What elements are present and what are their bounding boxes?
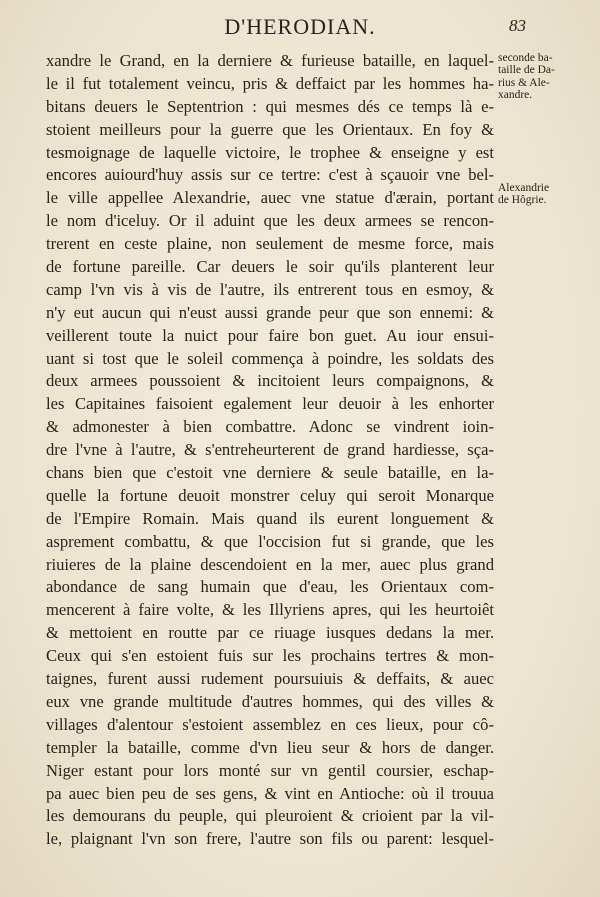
text-line: le il fut totalement veincu, pris & deffaict par les hommes ha- [46, 73, 494, 93]
text-line: dre l'vne à l'autre, & s'entreheurterent de grand hardiesse, sça- [46, 440, 494, 460]
margin-note-line: xandre. [498, 89, 533, 102]
text-line: quelle la fortune deuoit monstrer celuy qui seroit Monarque [46, 485, 494, 505]
text-line: camp l'vn vis à vis de l'autre, ils entrerent tous en esmoy, & [46, 279, 494, 299]
text-line: uant si tost que le soleil commença à poindre, les soldats des [46, 348, 494, 368]
text-line: deux armees poussoient & incitoient leurs compaignons, & [46, 371, 494, 391]
text-line: le ville appellee Alexandrie, auec vne statue d'ærain, portant [46, 188, 494, 208]
text-line: veillerent toute la nuict pour faire bon guet. Au iour ensui- [46, 325, 494, 345]
text-line: trerent en ceste plaine, non seulement de mesme force, mais [46, 234, 494, 254]
text-line: Niger estant pour lors monté sur vn gentil coursier, eschap- [46, 760, 494, 780]
text-line: asprement combattu, & que l'occision fut si grande, que les [46, 531, 494, 551]
text-line: mencerent à faire volte, & les Illyriens apres, qui les heurtoiêt [46, 600, 494, 620]
text-line: & admonester à bien combattre. Adonc se vindrent ioin- [46, 417, 494, 437]
text-line: stoient meilleurs pour la guerre que les Orientaux. En foy & [46, 119, 494, 139]
margin-note-line: rius & Ale- [498, 76, 550, 89]
text-line: bitans deuers le Septentrion : qui mesmes dés ce temps là e- [46, 96, 494, 116]
text-line: chans bien que c'estoit vne derniere & seule bataille, en la- [46, 463, 494, 483]
text-line: riuieres de la plaine descendoient en la mer, auec plus grand [46, 554, 494, 574]
text-line: le nom d'iceluy. Or il aduint que les deux armees se rencon- [46, 211, 494, 231]
text-line: xandre le Grand, en la derniere & furieuse bataille, en laquel- [46, 51, 494, 70]
text-line: encores auiourd'huy assis sur ce tertre: c'est à sçauoir vne bel- [46, 165, 494, 185]
text-line: Ceux qui s'en estoient fuis sur les prochains tertres & mon- [46, 646, 494, 666]
text-line: taignes, furent aussi rudement poursuiuis & deffaits, & auec [46, 669, 494, 689]
text-line: de fortune pareille. Car deuers le soir qu'ils planterent leur [46, 257, 494, 277]
margin-note-line: taille de Da- [498, 64, 555, 77]
text-line: eux vne grande multitude d'autres hommes, qui des villes & [46, 691, 494, 711]
text-line: villages d'alentour s'estoient assemblez en ces lieux, pour cô- [46, 714, 494, 734]
text-line: & mettoient en routte par ce riuage iusques dedans la mer. [46, 623, 494, 643]
text-line: n'y eut aucun qui n'eust aussi grande peur que son ennemi: & [46, 302, 494, 322]
running-head [0, 14, 600, 44]
margin-note-line: Alexandrie [498, 182, 550, 194]
margin-note-line: seconde ba- [498, 52, 553, 64]
text-line: de l'Empire Romain. Mais quand ils eurent longuement & [46, 508, 494, 528]
margin-note-battle [498, 52, 555, 102]
text-line: les demourans du peuple, qui pleuroient & crioient par la vil- [46, 806, 494, 826]
text-line: les Capitaines faisoient egalement leur deuoir à les enhorter [46, 394, 494, 414]
page-number: 83 [509, 16, 526, 35]
margin-note-alexandria [498, 182, 549, 207]
running-title: D'HERODIAN. [224, 14, 376, 39]
text-line: le, plaignant l'vn son frere, l'autre son fils ou parent: lesquel- [46, 829, 494, 849]
text-line: pa auec bien peu de ses gens, & vint en Antioche: où il trouua [46, 783, 494, 803]
text-line: tesmoignage de laquelle victoire, le trophee & enseigne y est [46, 142, 494, 162]
text-line: abondance de sang humain que d'eau, les Orientaux com- [46, 577, 494, 597]
margin-note-line: de Hôgrie. [498, 194, 547, 207]
body-text [46, 50, 494, 851]
text-line: templer la bataille, comme d'vn lieu seur & hors de danger. [46, 737, 494, 757]
